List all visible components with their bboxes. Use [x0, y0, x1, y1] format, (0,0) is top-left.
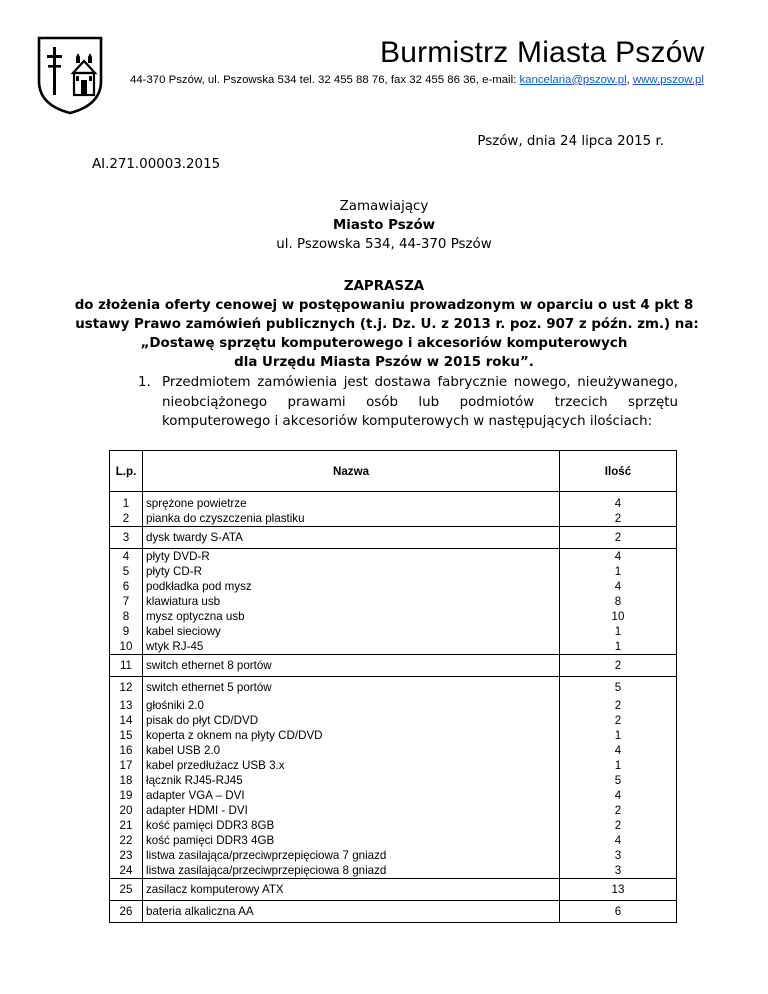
ordering-party	[0, 197, 768, 254]
table-row	[110, 492, 677, 512]
cell-qty: 4	[560, 743, 677, 758]
coat-of-arms-icon	[36, 35, 104, 115]
cell-name: płyty DVD-R	[143, 549, 560, 565]
cell-name: adapter HDMI - DVI	[143, 803, 560, 818]
cell-lp: 20	[110, 803, 143, 818]
cell-lp: 22	[110, 833, 143, 848]
cell-lp: 26	[110, 901, 143, 923]
cell-lp: 9	[110, 624, 143, 639]
cell-name: podkładka pod mysz	[143, 579, 560, 594]
table-row	[110, 527, 677, 549]
table-row	[110, 655, 677, 677]
cell-name: listwa zasilająca/przeciwprzepięciowa 7 gniazd	[143, 848, 560, 863]
contact-separator: ,	[626, 74, 633, 86]
items-table	[109, 450, 677, 923]
table-row	[110, 818, 677, 833]
cell-name: kabel USB 2.0	[143, 743, 560, 758]
table-row	[110, 579, 677, 594]
cell-name: mysz optyczna usb	[143, 609, 560, 624]
cell-qty: 2	[560, 511, 677, 527]
table-row	[110, 901, 677, 923]
table-header-row	[110, 451, 677, 492]
cell-qty: 6	[560, 901, 677, 923]
cell-name: pianka do czyszczenia plastiku	[143, 511, 560, 527]
cell-lp: 19	[110, 788, 143, 803]
cell-lp: 6	[110, 579, 143, 594]
ordering-party-name: Miasto Pszów	[332, 218, 436, 233]
cell-name: switch ethernet 8 portów	[143, 655, 560, 677]
cell-qty: 2	[560, 655, 677, 677]
table-body	[110, 492, 677, 923]
cell-qty: 4	[560, 788, 677, 803]
table-row	[110, 594, 677, 609]
cell-name: łącznik RJ45-RJ45	[143, 773, 560, 788]
cell-name: kabel przedłużacz USB 3.x	[143, 758, 560, 773]
cell-lp: 25	[110, 879, 143, 901]
cell-lp: 8	[110, 609, 143, 624]
invitation-block	[0, 277, 768, 372]
cell-qty: 1	[560, 639, 677, 655]
cell-lp: 7	[110, 594, 143, 609]
table-row	[110, 879, 677, 901]
cell-qty: 2	[560, 818, 677, 833]
cell-name: kość pamięci DDR3 4GB	[143, 833, 560, 848]
cell-qty: 2	[560, 803, 677, 818]
cell-name: głośniki 2.0	[143, 698, 560, 713]
table-row	[110, 743, 677, 758]
cell-lp: 12	[110, 677, 143, 699]
table-row	[110, 863, 677, 879]
cell-lp: 4	[110, 549, 143, 565]
ordering-party-address: ul. Pszowska 534, 44-370 Pszów	[276, 237, 492, 252]
invitation-line-4: dla Urzędu Miasta Pszów w 2015 roku”.	[234, 355, 534, 370]
cell-qty: 2	[560, 713, 677, 728]
table-row	[110, 803, 677, 818]
table-row	[110, 758, 677, 773]
contact-text: 44-370 Pszów, ul. Pszowska 534 tel. 32 455 88 76, fax 32 455 86 36, e-mail:	[130, 74, 520, 86]
cell-lp: 24	[110, 863, 143, 879]
email-link[interactable]: kancelaria@pszow.pl	[519, 74, 627, 86]
cell-qty: 4	[560, 549, 677, 565]
table-row	[110, 609, 677, 624]
table-row	[110, 728, 677, 743]
cell-qty: 5	[560, 677, 677, 699]
cell-name: pisak do płyt CD/DVD	[143, 713, 560, 728]
date-line: Pszów, dnia 24 lipca 2015 r.	[477, 134, 664, 149]
header-lp: L.p.	[110, 451, 143, 492]
cell-qty: 2	[560, 527, 677, 549]
invitation-line-1: do złożenia oferty cenowej w postępowaniu prowadzonym w oparciu o ust 4 pkt 8	[74, 298, 694, 313]
table-row	[110, 549, 677, 565]
cell-name: switch ethernet 5 portów	[143, 677, 560, 699]
invitation-line-2: ustawy Prawo zamówień publicznych (t.j. Dz. U. z 2013 r. poz. 907 z późn. zm.) na:	[75, 317, 699, 332]
table-row	[110, 773, 677, 788]
table-row	[110, 564, 677, 579]
cell-lp: 17	[110, 758, 143, 773]
invitation-heading: ZAPRASZA	[343, 279, 425, 294]
header-qty: Ilość	[560, 451, 677, 492]
table-row	[110, 639, 677, 655]
cell-name: klawiatura usb	[143, 594, 560, 609]
cell-qty: 1	[560, 624, 677, 639]
cell-qty: 10	[560, 609, 677, 624]
cell-lp: 2	[110, 511, 143, 527]
table-row	[110, 713, 677, 728]
cell-lp: 23	[110, 848, 143, 863]
ordering-party-label: Zamawiający	[339, 199, 429, 214]
cell-qty: 2	[560, 698, 677, 713]
cell-name: bateria alkaliczna AA	[143, 901, 560, 923]
cell-lp: 13	[110, 698, 143, 713]
paragraph-number: 1.	[138, 375, 151, 390]
cell-lp: 10	[110, 639, 143, 655]
invitation-line-3: „Dostawę sprzętu komputerowego i akcesoriów komputerowych	[140, 336, 628, 351]
cell-lp: 15	[110, 728, 143, 743]
contact-line	[130, 74, 704, 86]
header-name: Nazwa	[143, 451, 560, 492]
reference-number: AI.271.00003.2015	[92, 157, 221, 172]
cell-name: zasilacz komputerowy ATX	[143, 879, 560, 901]
cell-qty: 4	[560, 492, 677, 512]
table-row	[110, 511, 677, 527]
cell-name: dysk twardy S-ATA	[143, 527, 560, 549]
cell-name: kabel sieciowy	[143, 624, 560, 639]
paragraph-text: Przedmiotem zamówienia jest dostawa fabrycznie nowego, nieużywanego, nieobciążonego prawami osób lub podmiotów trzecich sprzętu komputerowego i akcesoriów komputerowych w następujących ilościach:	[162, 375, 678, 429]
table-row	[110, 848, 677, 863]
cell-name: wtyk RJ-45	[143, 639, 560, 655]
cell-qty: 1	[560, 564, 677, 579]
cell-lp: 1	[110, 492, 143, 512]
table-row	[110, 698, 677, 713]
website-link[interactable]: www.pszow.pl	[632, 74, 704, 86]
cell-qty: 3	[560, 863, 677, 879]
cell-name: koperta z oknem na płyty CD/DVD	[143, 728, 560, 743]
table-row	[110, 788, 677, 803]
table-row	[110, 677, 677, 699]
cell-name: sprężone powietrze	[143, 492, 560, 512]
cell-qty: 8	[560, 594, 677, 609]
organization-name: Burmistrz Miasta Pszów	[380, 36, 705, 69]
cell-qty: 4	[560, 833, 677, 848]
cell-qty: 4	[560, 579, 677, 594]
cell-lp: 14	[110, 713, 143, 728]
cell-name: adapter VGA – DVI	[143, 788, 560, 803]
cell-qty: 13	[560, 879, 677, 901]
cell-lp: 18	[110, 773, 143, 788]
cell-qty: 3	[560, 848, 677, 863]
table-row	[110, 624, 677, 639]
cell-qty: 5	[560, 773, 677, 788]
cell-lp: 11	[110, 655, 143, 677]
cell-name: kość pamięci DDR3 8GB	[143, 818, 560, 833]
table-row	[110, 833, 677, 848]
cell-lp: 16	[110, 743, 143, 758]
cell-name: płyty CD-R	[143, 564, 560, 579]
cell-lp: 3	[110, 527, 143, 549]
cell-lp: 21	[110, 818, 143, 833]
cell-lp: 5	[110, 564, 143, 579]
cell-name: listwa zasilająca/przeciwprzepięciowa 8 gniazd	[143, 863, 560, 879]
cell-qty: 1	[560, 758, 677, 773]
cell-qty: 1	[560, 728, 677, 743]
subject-paragraph	[138, 373, 678, 432]
